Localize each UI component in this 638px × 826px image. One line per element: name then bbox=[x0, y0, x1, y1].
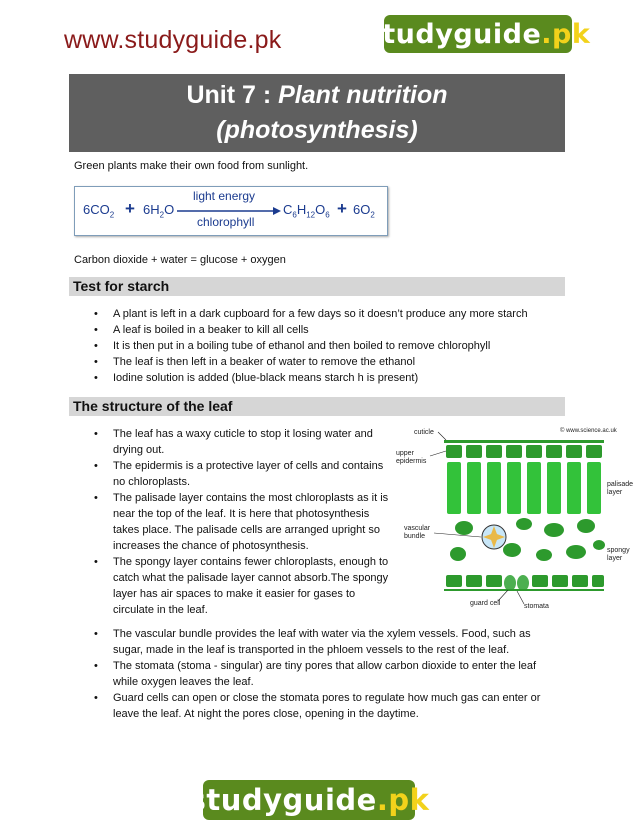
eq-co2-text: 6CO bbox=[83, 202, 110, 217]
list-item: • The stomata (stoma - singular) are tiny pores that allow carbon dioxide to enter the leaf while oxygen leaves the leaf. bbox=[93, 658, 563, 690]
logo-main-text: studyguide bbox=[188, 783, 377, 817]
list-item: • A leaf is boiled in a beaker to kill all cells bbox=[93, 322, 573, 338]
epidermis-cell bbox=[486, 445, 502, 458]
eq-o2-text: 6O bbox=[353, 202, 371, 217]
leaf-list-narrow bbox=[93, 426, 391, 618]
epidermis-cell bbox=[566, 445, 582, 458]
spongy-cells bbox=[450, 518, 605, 561]
eq-o2-sub: 2 bbox=[370, 210, 375, 220]
list-item: • Guard cells can open or close the stomata pores to regulate how much gas can enter or leave the leaf. At night the pores close, opening in the daytime. bbox=[93, 690, 563, 722]
list-item: • The epidermis is a protective layer of cells and contains no chloroplasts. bbox=[93, 458, 391, 490]
eq-h2o-o: O bbox=[164, 202, 175, 217]
cuticle-layer bbox=[444, 440, 604, 443]
eq-o2 bbox=[353, 202, 375, 220]
section-heading-leaf: The structure of the leaf bbox=[69, 397, 565, 416]
eq-plus-2: + bbox=[337, 199, 347, 218]
leaf-list-wide bbox=[93, 626, 563, 722]
epidermis-cell bbox=[446, 575, 462, 587]
word-equation: Carbon dioxide + water = glucose + oxygen bbox=[74, 254, 286, 266]
epidermis-cell bbox=[586, 445, 602, 458]
spongy-cell bbox=[593, 540, 605, 550]
upper-epidermis-cells bbox=[446, 445, 602, 458]
pointer-stomata bbox=[517, 591, 524, 604]
guard-cell-shape bbox=[504, 575, 516, 591]
studyguide-logo-footer[interactable] bbox=[188, 780, 430, 820]
eq-h2o-h: 6H bbox=[143, 202, 160, 217]
vascular-bundle bbox=[482, 525, 506, 549]
epidermis-cell bbox=[592, 575, 604, 587]
list-item: • The vascular bundle provides the leaf with water via the xylem vessels. Food, such as sugar, made in the leaf is transported in the phloem vessels to the rest of the leaf. bbox=[93, 626, 563, 658]
eq-h2o bbox=[143, 202, 174, 220]
lower-cuticle-layer bbox=[444, 589, 604, 591]
palisade-cell bbox=[447, 462, 461, 514]
eq-glucose-o-sub: 6 bbox=[325, 210, 330, 220]
logo-suffix-text: .pk bbox=[376, 783, 430, 817]
label-stomata: stomata bbox=[524, 603, 549, 610]
epidermis-cell bbox=[572, 575, 588, 587]
spongy-cell bbox=[455, 521, 473, 535]
starch-list bbox=[93, 306, 573, 386]
list-item: • The leaf has a waxy cuticle to stop it losing water and drying out. bbox=[93, 426, 391, 458]
label-epidermis: epidermis bbox=[396, 458, 427, 465]
site-url[interactable]: www.studyguide.pk bbox=[64, 26, 282, 54]
title-italic: Plant nutrition bbox=[278, 81, 448, 109]
spongy-cell bbox=[536, 549, 552, 561]
pointer-guard-cell bbox=[498, 590, 508, 601]
epidermis-cell bbox=[532, 575, 548, 587]
palisade-cells bbox=[447, 462, 601, 514]
list-item: • Iodine solution is added (blue-black means starch h is present) bbox=[93, 370, 573, 386]
leaf-cross-section-diagram bbox=[394, 420, 634, 616]
title-line-2: (photosynthesis) bbox=[216, 116, 418, 144]
list-item: • It is then put in a boiling tube of ethanol and then boiled to remove chlorophyll bbox=[93, 338, 573, 354]
list-item: • The spongy layer contains fewer chloroplasts, enough to catch what the palisade layer cannot absorb.The spongy layer has air spaces to make it easier for gases to circulate in the leaf. bbox=[93, 554, 391, 618]
eq-glucose-c: C bbox=[283, 202, 293, 217]
palisade-cell bbox=[547, 462, 561, 514]
spongy-cell bbox=[450, 547, 466, 561]
eq-condition-top: light energy bbox=[193, 189, 256, 203]
lower-epidermis-cells bbox=[446, 575, 604, 591]
diagram-copyright: © www.science.ac.uk bbox=[560, 428, 617, 434]
page-title bbox=[69, 74, 565, 152]
title-prefix: Unit 7 : bbox=[186, 81, 279, 109]
logo-suffix-text: .pk bbox=[541, 18, 591, 50]
palisade-cell bbox=[527, 462, 541, 514]
palisade-cell bbox=[587, 462, 601, 514]
guard-cell-shape bbox=[517, 575, 529, 591]
eq-glucose-h-sub: 12 bbox=[306, 210, 316, 220]
eq-h2o-sub: 2 bbox=[159, 210, 165, 220]
eq-glucose bbox=[283, 202, 330, 220]
epidermis-cell bbox=[486, 575, 502, 587]
epidermis-cell bbox=[466, 575, 482, 587]
section-heading-starch: Test for starch bbox=[69, 277, 565, 296]
list-item: • A plant is left in a dark cupboard for a few days so it doesn’t produce any more starch bbox=[93, 306, 573, 322]
label-palisade-2: layer bbox=[607, 489, 623, 496]
label-cuticle: cuticle bbox=[414, 429, 434, 436]
eq-co2-sub: 2 bbox=[109, 210, 115, 220]
spongy-cell bbox=[544, 523, 564, 537]
logo-main-text: studyguide bbox=[365, 18, 542, 50]
studyguide-logo[interactable] bbox=[365, 15, 591, 53]
spongy-cell bbox=[503, 543, 521, 557]
label-upper: upper bbox=[396, 450, 414, 457]
palisade-cell bbox=[507, 462, 521, 514]
eq-glucose-h: H bbox=[296, 202, 307, 217]
epidermis-cell bbox=[552, 575, 568, 587]
spongy-cell bbox=[566, 545, 586, 559]
list-item: • The palisade layer contains the most chloroplasts as it is near the top of the leaf. It is here that photosynthesis takes place. The palisade cells are arranged upright so increases the chance of photosynthesis. bbox=[93, 490, 391, 554]
pointer-epidermis bbox=[430, 451, 446, 456]
epidermis-cell bbox=[506, 445, 522, 458]
photosynthesis-equation bbox=[74, 186, 388, 236]
palisade-cell bbox=[487, 462, 501, 514]
pointer-cuticle bbox=[438, 432, 446, 440]
label-palisade-1: palisade bbox=[607, 481, 634, 488]
eq-glucose-o: O bbox=[315, 202, 326, 217]
eq-glucose-c-sub: 6 bbox=[292, 210, 297, 220]
title-line-1 bbox=[69, 78, 565, 113]
label-spongy-2: layer bbox=[607, 555, 623, 562]
epidermis-cell bbox=[446, 445, 462, 458]
intro-text: Green plants make their own food from sunlight. bbox=[74, 160, 309, 172]
palisade-cell bbox=[467, 462, 481, 514]
spongy-cell bbox=[577, 519, 595, 533]
epidermis-cell bbox=[526, 445, 542, 458]
eq-plus-1: + bbox=[125, 199, 135, 218]
eq-co2 bbox=[83, 202, 114, 220]
spongy-cell bbox=[516, 518, 532, 530]
eq-arrow-icon bbox=[177, 207, 281, 215]
label-vascular-1: vascular bbox=[404, 525, 431, 532]
label-guard-cell: guard cell bbox=[470, 600, 501, 607]
epidermis-cell bbox=[546, 445, 562, 458]
pointer-vascular bbox=[434, 533, 481, 537]
label-spongy-1: spongy bbox=[607, 547, 630, 554]
epidermis-cell bbox=[466, 445, 482, 458]
list-item: • The leaf is then left in a beaker of water to remove the ethanol bbox=[93, 354, 573, 370]
label-vascular-2: bundle bbox=[404, 533, 426, 540]
eq-condition-bottom: chlorophyll bbox=[197, 215, 255, 229]
palisade-cell bbox=[567, 462, 581, 514]
